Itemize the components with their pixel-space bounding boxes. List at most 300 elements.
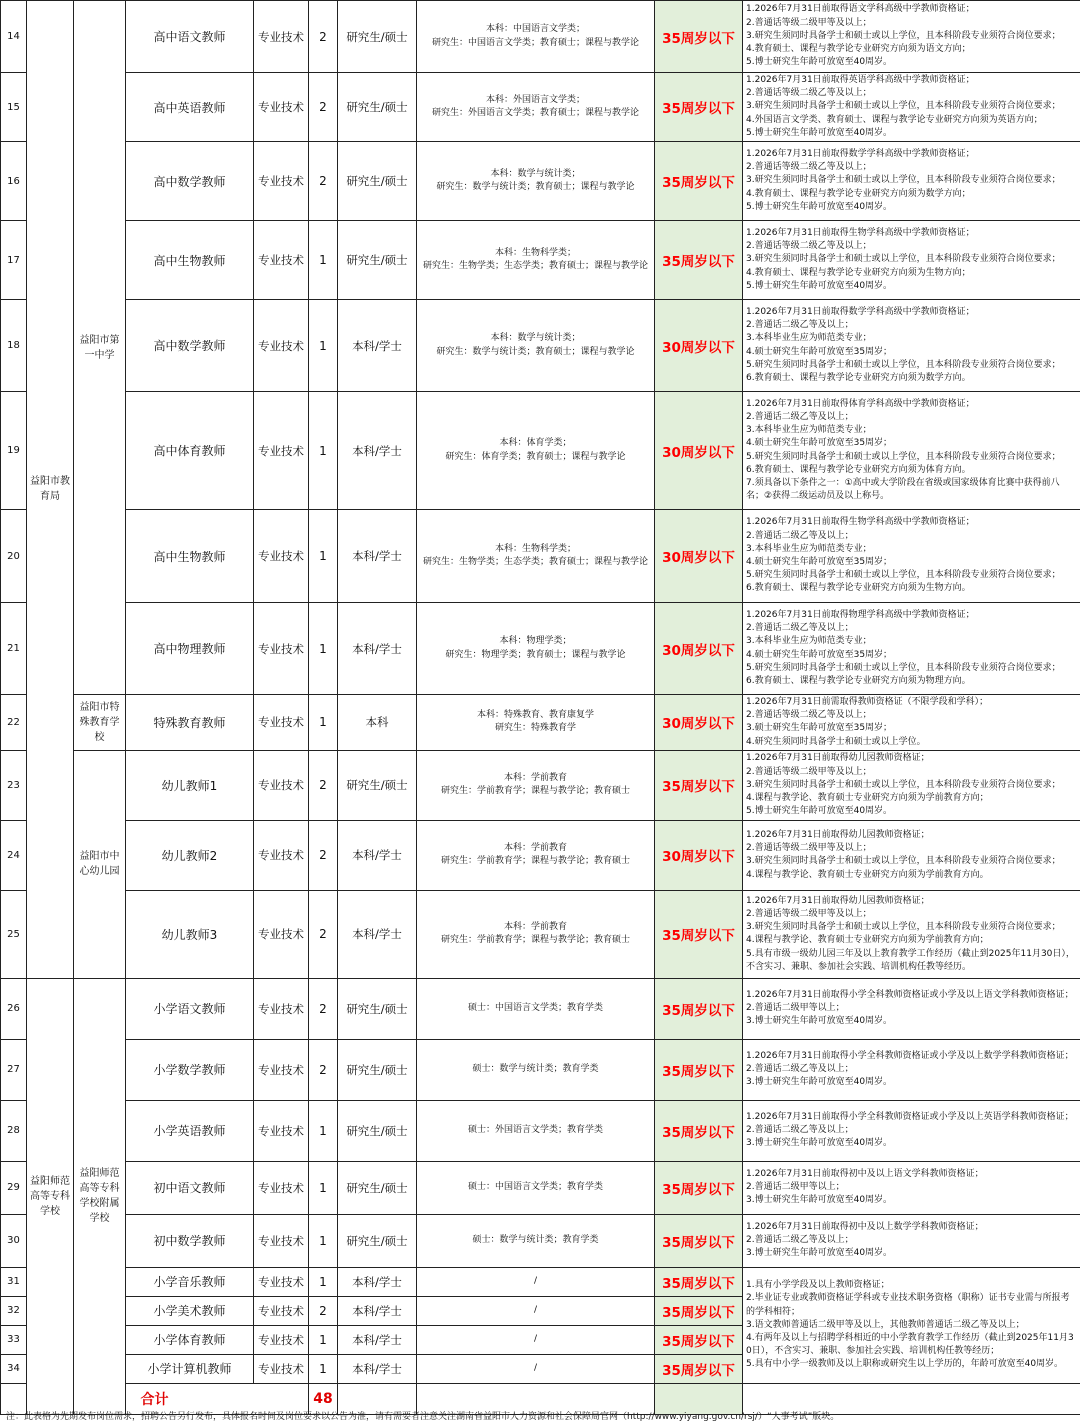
- row-number: 27: [1, 1039, 27, 1100]
- school-cell: 益阳市第一中学: [74, 1, 126, 695]
- requirement-line: 2.普通话等级二级甲等及以上；: [746, 908, 872, 919]
- age-limit: 35周岁以下: [655, 890, 743, 978]
- position-category: 专业技术: [254, 695, 309, 751]
- major-line: 本科：数学与统计类；: [490, 333, 581, 344]
- requirement-line: 2.毕业证专业或教师资格证学科或专业技术职务资格（职称）证书专业需与所报考的学科相符；: [746, 1293, 1070, 1317]
- requirement-line: 2.普通话等级二级乙等及以上；: [746, 162, 872, 173]
- education-level: 研究生/硕士: [338, 1, 417, 73]
- major-line: /: [533, 1363, 538, 1374]
- major-line: 研究生：生物学类；生态学类；教育硕士；课程与教学论: [422, 261, 648, 272]
- major-requirements: [417, 820, 655, 890]
- requirement-line: 5.研究生须同时具备学士和硕士或以上学位，且本科阶段专业须符合岗位要求；: [746, 359, 1061, 370]
- requirement-line: 2.普通话二级甲等以上；: [746, 1182, 845, 1193]
- hiring-count: 1: [309, 1214, 338, 1267]
- age-limit: 35周岁以下: [655, 1214, 743, 1267]
- position-category: 专业技术: [254, 1325, 309, 1354]
- requirement-line: 3.本科毕业生应为师范类专业；: [746, 636, 872, 647]
- row-number: 22: [1, 695, 27, 751]
- table-row: [1, 392, 1080, 510]
- position-category: 专业技术: [254, 73, 309, 142]
- other-requirements: [743, 1267, 1080, 1383]
- requirement-line: 3.语文教师普通话二级甲等及以上，其他教师普通话二级乙等及以上；: [746, 1319, 1025, 1330]
- requirement-line: 4.教育硕士、课程与教学论专业研究方向须为生物方向；: [746, 267, 971, 278]
- requirement-line: 1.2026年7月31日前取得幼儿园教师资格证；: [746, 895, 930, 906]
- table-row: [1, 750, 1080, 820]
- major-requirements: [417, 1, 655, 73]
- requirement-line: 5.博士研究生年龄可放宽至40周岁。: [746, 280, 893, 291]
- education-level: 本科/学士: [338, 392, 417, 510]
- age-limit: 35周岁以下: [655, 1296, 743, 1325]
- position-name: 高中数学教师: [126, 142, 254, 221]
- requirement-line: 1.2026年7月31日前取得幼儿园教师资格证；: [746, 753, 930, 764]
- requirement-line: 3.研究生须同时具备学士和硕士或以上学位，且本科阶段专业须符合岗位要求；: [746, 30, 1061, 41]
- row-number: 23: [1, 750, 27, 820]
- other-requirements: [743, 1, 1080, 73]
- requirement-line: 5.博士研究生年龄可放宽至40周岁。: [746, 127, 893, 138]
- row-number: 30: [1, 1214, 27, 1267]
- hiring-count: 2: [309, 978, 338, 1039]
- major-requirements: [417, 603, 655, 695]
- major-line: 硕士：中国语言文学类；教育学类: [467, 1182, 603, 1193]
- position-name: 小学美术教师: [126, 1296, 254, 1325]
- position-category: 专业技术: [254, 1296, 309, 1325]
- age-limit: 30周岁以下: [655, 300, 743, 392]
- other-requirements: [743, 1039, 1080, 1100]
- major-requirements: [417, 1296, 655, 1325]
- age-limit: 30周岁以下: [655, 820, 743, 890]
- major-requirements: [417, 1325, 655, 1354]
- major-requirements: [417, 978, 655, 1039]
- other-requirements: [743, 221, 1080, 300]
- requirement-line: 3.博士研究生年龄可放宽至40周岁。: [746, 1138, 893, 1149]
- education-level: 研究生/硕士: [338, 73, 417, 142]
- hiring-count: 2: [309, 750, 338, 820]
- requirement-line: 3.博士研究生年龄可放宽至40周岁。: [746, 1195, 893, 1206]
- major-line: 硕士：外国语言文学类；教育学类: [467, 1125, 603, 1136]
- requirement-line: 1.2026年7月31日前取得小学全科教师资格证或小学及以上语文学科教师资格证；: [746, 990, 1074, 1001]
- row-number: 33: [1, 1325, 27, 1354]
- requirement-line: 1.2026年7月31日前取得物理学科高级中学教师资格证；: [746, 609, 975, 620]
- other-requirements: [743, 1214, 1080, 1267]
- requirement-line: 1.2026年7月31日前取得英语学科高级中学教师资格证；: [746, 75, 975, 85]
- requirement-line: 4.课程与教学论、教育硕士专业研究方向须为学前教育方向。: [746, 869, 989, 880]
- table-row: [1, 1039, 1080, 1100]
- requirement-line: 4.硕士研究生年龄可放宽至35周岁；: [746, 557, 893, 568]
- requirement-line: 4.硕士研究生年龄可放宽至35周岁；: [746, 649, 893, 660]
- position-category: 专业技术: [254, 221, 309, 300]
- hiring-count: 1: [309, 221, 338, 300]
- major-requirements: [417, 1267, 655, 1296]
- row-number: 29: [1, 1161, 27, 1214]
- age-limit: 35周岁以下: [655, 1, 743, 73]
- requirement-line: 5.具有市级一级幼儿园三年及以上教育教学工作经历（截止到2025年11月30日），不含实习、兼职、参加社会实践、培训机构任教等经历。: [746, 948, 1075, 972]
- table-row: [1, 1214, 1080, 1267]
- major-line: /: [533, 1276, 538, 1287]
- table-row: [1, 978, 1080, 1039]
- position-name: 幼儿教师1: [126, 750, 254, 820]
- requirement-line: 6.教育硕士、课程与教学论专业研究方向须为物理方向。: [746, 675, 971, 686]
- hiring-count: 2: [309, 1039, 338, 1100]
- position-name: 高中体育教师: [126, 392, 254, 510]
- requirement-line: 2.普通话二级乙等及以上；: [746, 623, 854, 634]
- position-category: 专业技术: [254, 1354, 309, 1383]
- hiring-count: 1: [309, 695, 338, 751]
- requirement-line: 2.普通话等级二级乙等及以上；: [746, 710, 872, 721]
- major-line: 研究生：外国语言文学类；教育硕士；课程与教学论: [431, 108, 639, 118]
- other-requirements: [743, 820, 1080, 890]
- row-number: 31: [1, 1267, 27, 1296]
- requirement-line: 2.普通话二级乙等及以上；: [746, 320, 854, 331]
- position-name: 初中语文教师: [126, 1161, 254, 1214]
- major-line: 研究生：物理学类；教育硕士；课程与教学论: [445, 649, 626, 660]
- education-level: 本科/学士: [338, 1325, 417, 1354]
- major-line: 本科：体育学类；: [499, 438, 572, 449]
- requirement-line: 1.2026年7月31日前取得体育学科高级中学教师资格证；: [746, 398, 975, 409]
- requirement-line: 2.普通话二级乙等及以上；: [746, 1235, 854, 1246]
- footnote: 注：此表格为先期发布岗位需求，招聘公告另行发布，具体报名时间及岗位要求以公告为准，请有需要者注意关注湖南省益阳市人力资源和社会保障局官网（http://www.yiyang.gov.cn/rsj/）“人事考试”版块。: [6, 1412, 840, 1422]
- table-row: [1, 510, 1080, 603]
- hiring-count: 2: [309, 73, 338, 142]
- row-number: 14: [1, 1, 27, 73]
- position-name: 幼儿教师3: [126, 890, 254, 978]
- education-level: 研究生/硕士: [338, 750, 417, 820]
- table-row: [1, 695, 1080, 751]
- requirement-line: 3.研究生须同时具备学士和硕士或以上学位，且本科阶段专业须符合岗位要求；: [746, 922, 1061, 933]
- hiring-count: 1: [309, 603, 338, 695]
- requirement-line: 1.2026年7月31日前需取得教师资格证（不限学段和学科）；: [746, 697, 989, 708]
- requirement-line: 1.2026年7月31日前取得语文学科高级中学教师资格证；: [746, 4, 975, 15]
- hiring-count: 1: [309, 392, 338, 510]
- major-line: 硕士：数学与统计类；教育学类: [472, 1235, 599, 1246]
- requirement-line: 1.2026年7月31日前取得小学全科教师资格证或小学及以上英语学科教师资格证；: [746, 1112, 1074, 1123]
- requirement-line: 4.硕士研究生年龄可放宽至35周岁；: [746, 438, 893, 449]
- other-requirements: [743, 510, 1080, 603]
- position-name: 小学语文教师: [126, 978, 254, 1039]
- table-row: [1, 603, 1080, 695]
- row-number: 19: [1, 392, 27, 510]
- major-line: 本科：生物科学类；: [494, 247, 576, 258]
- requirement-line: 3.研究生须同时具备学士和硕士或以上学位，且本科阶段专业须符合岗位要求；: [746, 254, 1061, 265]
- position-name: 小学体育教师: [126, 1325, 254, 1354]
- major-requirements: [417, 510, 655, 603]
- education-level: 本科/学士: [338, 510, 417, 603]
- position-category: 专业技术: [254, 1100, 309, 1161]
- age-limit: 35周岁以下: [655, 1267, 743, 1296]
- position-category: 专业技术: [254, 300, 309, 392]
- age-limit: 35周岁以下: [655, 142, 743, 221]
- requirement-line: 1.2026年7月31日前取得初中及以上语文学科教师资格证；: [746, 1169, 984, 1180]
- row-number: 24: [1, 820, 27, 890]
- requirement-line: 5.具有中小学一级教师及以上职称或研究生以上学历的，年龄可放宽至40周岁。: [746, 1359, 1064, 1370]
- position-name: 特殊教育教师: [126, 695, 254, 751]
- major-requirements: [417, 1100, 655, 1161]
- row-number: 28: [1, 1100, 27, 1161]
- position-category: 专业技术: [254, 510, 309, 603]
- major-line: 研究生：学前教育学；课程与教学论；教育硕士: [440, 935, 630, 946]
- requirement-line: 6.教育硕士、课程与教学论专业研究方向须为体育方向。: [746, 464, 971, 475]
- major-line: 本科：学前教育: [503, 921, 567, 932]
- requirement-line: 2.普通话二级甲等以上；: [746, 1003, 845, 1014]
- requirement-line: 7.须具备以下条件之一：①高中或大学阶段在省级或国家级体育比赛中获得前八名；②获得二级运动员及以上称号。: [746, 477, 1060, 502]
- position-name: 高中语文教师: [126, 1, 254, 73]
- age-limit: 35周岁以下: [655, 1100, 743, 1161]
- major-requirements: [417, 142, 655, 221]
- position-name: 高中生物教师: [126, 221, 254, 300]
- position-category: 专业技术: [254, 750, 309, 820]
- requirement-line: 3.硕士研究生年龄可放宽至35周岁；: [746, 723, 893, 734]
- major-requirements: [417, 695, 655, 751]
- table-row: [1, 1, 1080, 73]
- age-limit: 35周岁以下: [655, 1161, 743, 1214]
- table-row: [1, 1161, 1080, 1214]
- major-line: 研究生：学前教育学；课程与教学论；教育硕士: [440, 786, 630, 797]
- total-label: 合计: [1, 1383, 309, 1414]
- education-level: 本科/学士: [338, 300, 417, 392]
- age-limit: 35周岁以下: [655, 978, 743, 1039]
- major-line: 研究生：中国语言文学类；教育硕士；课程与教学论: [431, 37, 639, 48]
- major-line: 本科：学前教育: [503, 842, 567, 853]
- other-requirements: [743, 695, 1080, 751]
- requirement-line: 1.2026年7月31日前取得生物学科高级中学教师资格证；: [746, 228, 975, 238]
- requirement-line: 3.研究生须同时具备学士和硕士或以上学位，且本科阶段专业须符合岗位要求；: [746, 101, 1061, 112]
- position-name: 高中英语教师: [126, 73, 254, 142]
- education-level: 本科/学士: [338, 1296, 417, 1325]
- requirement-line: 1.2026年7月31日前取得幼儿园教师资格证；: [746, 829, 930, 840]
- table-row: [1, 1267, 1080, 1296]
- other-requirements: [743, 603, 1080, 695]
- requirement-line: 1.2026年7月31日前取得数学学科高级中学教师资格证；: [746, 306, 975, 317]
- table-row: [1, 820, 1080, 890]
- table-row: [1, 221, 1080, 300]
- requirement-line: 5.研究生须同时具备学士和硕士或以上学位，且本科阶段专业须符合岗位要求；: [746, 570, 1061, 581]
- row-number: 34: [1, 1354, 27, 1383]
- hiring-count: 2: [309, 1, 338, 73]
- requirement-line: 2.普通话等级二级甲等及以上；: [746, 843, 872, 854]
- age-limit: 35周岁以下: [655, 1354, 743, 1383]
- education-level: 本科/学士: [338, 820, 417, 890]
- education-level: 本科/学士: [338, 1354, 417, 1383]
- requirement-line: 4.课程与教学论、教育硕士专业研究方向须为学前教育方向；: [746, 792, 989, 803]
- major-line: 本科：特殊教育、教育康复学: [476, 709, 594, 720]
- major-line: 研究生：数学与统计类；教育硕士；课程与教学论: [436, 182, 635, 193]
- hiring-count: 1: [309, 1267, 338, 1296]
- hiring-count: 2: [309, 142, 338, 221]
- requirement-line: 4.课程与教学论、教育硕士专业研究方向须为学前教育方向；: [746, 935, 989, 946]
- education-level: 本科/学士: [338, 890, 417, 978]
- major-line: /: [533, 1305, 538, 1316]
- requirement-line: 3.博士研究生年龄可放宽至40周岁。: [746, 1248, 893, 1259]
- major-line: 研究生：学前教育学；课程与教学论；教育硕士: [440, 856, 630, 867]
- requirement-line: 2.普通话二级乙等及以上；: [746, 1064, 854, 1075]
- position-category: 专业技术: [254, 603, 309, 695]
- position-category: 专业技术: [254, 978, 309, 1039]
- age-limit: 35周岁以下: [655, 1039, 743, 1100]
- major-requirements: [417, 73, 655, 142]
- requirement-line: 2.普通话等级二级甲等及以上；: [746, 766, 872, 777]
- school-cell: 益阳市中心幼儿园: [74, 750, 126, 978]
- position-category: 专业技术: [254, 820, 309, 890]
- requirement-line: 4.教育硕士、课程与教学论专业研究方向须为语文方向；: [746, 44, 971, 55]
- major-line: 本科：物理学类；: [499, 636, 572, 647]
- age-limit: 30周岁以下: [655, 695, 743, 751]
- education-level: 本科/学士: [338, 1267, 417, 1296]
- row-number: 18: [1, 300, 27, 392]
- other-requirements: [743, 1161, 1080, 1214]
- education-level: 研究生/硕士: [338, 1100, 417, 1161]
- hiring-count: 1: [309, 1354, 338, 1383]
- requirement-line: 3.本科毕业生应为师范类专业；: [746, 543, 872, 554]
- hiring-count: 1: [309, 1325, 338, 1354]
- major-requirements: [417, 1039, 655, 1100]
- requirement-line: 2.普通话等级二级乙等及以上；: [746, 88, 872, 99]
- position-name: 幼儿教师2: [126, 820, 254, 890]
- age-limit: 35周岁以下: [655, 73, 743, 142]
- requirement-line: 4.研究生须同时具备学士和硕士或以上学位。: [746, 736, 926, 747]
- requirement-line: 2.普通话二级乙等及以上；: [746, 411, 854, 422]
- major-requirements: [417, 1354, 655, 1383]
- position-name: 小学英语教师: [126, 1100, 254, 1161]
- hiring-count: 1: [309, 1100, 338, 1161]
- row-number: 26: [1, 978, 27, 1039]
- major-requirements: [417, 890, 655, 978]
- age-limit: 35周岁以下: [655, 750, 743, 820]
- major-line: 研究生：体育学类；教育硕士；课程与教学论: [445, 451, 626, 462]
- major-line: 本科：生物科学类；: [494, 543, 576, 554]
- requirement-line: 4.外国语言文学类、教育硕士、课程与教学论专业研究方向须为英语方向；: [746, 114, 1043, 125]
- requirement-line: 4.有两年及以上与招聘学科相近的中小学教育教学工作经历（截止到2025年11月30日），不含实习、兼职、参加社会实践、培训机构任教等经历；: [746, 1332, 1074, 1357]
- position-category: 专业技术: [254, 142, 309, 221]
- requirement-line: 4.硕士研究生年龄可放宽至35周岁；: [746, 346, 893, 357]
- requirement-line: 2.普通话等级二级乙等及以上；: [746, 241, 872, 252]
- department-cell: 益阳师范高等专科学校: [27, 978, 74, 1414]
- education-level: 研究生/硕士: [338, 1214, 417, 1267]
- row-number: 25: [1, 890, 27, 978]
- position-name: 初中数学教师: [126, 1214, 254, 1267]
- other-requirements: [743, 392, 1080, 510]
- hiring-count: 1: [309, 300, 338, 392]
- requirement-line: 5.博士研究生年龄可放宽至40周岁。: [746, 806, 893, 817]
- row-number: 15: [1, 73, 27, 142]
- education-level: 研究生/硕士: [338, 221, 417, 300]
- school-cell: 益阳师范高等专科学校附属学校: [74, 978, 126, 1414]
- major-line: /: [533, 1334, 538, 1345]
- requirement-line: 3.博士研究生年龄可放宽至40周岁。: [746, 1016, 893, 1027]
- requirement-line: 3.研究生须同时具备学士和硕士或以上学位，且本科阶段专业须符合岗位要求；: [746, 856, 1061, 867]
- major-line: 研究生：数学与统计类；教育硕士；课程与教学论: [436, 346, 635, 357]
- hiring-count: 2: [309, 820, 338, 890]
- position-name: 高中生物教师: [126, 510, 254, 603]
- table-row: [1, 890, 1080, 978]
- other-requirements: [743, 73, 1080, 142]
- requirement-line: 1.2026年7月31日前取得生物学科高级中学教师资格证；: [746, 517, 975, 528]
- requirement-line: 1.2026年7月31日前取得初中及以上数学学科教师资格证；: [746, 1222, 984, 1233]
- other-requirements: [743, 1100, 1080, 1161]
- row-number: 20: [1, 510, 27, 603]
- position-category: 专业技术: [254, 890, 309, 978]
- row-number: 21: [1, 603, 27, 695]
- requirement-line: 5.博士研究生年龄可放宽至40周岁。: [746, 57, 893, 68]
- requirement-line: 2.普通话二级乙等及以上；: [746, 1125, 854, 1136]
- requirement-line: 6.教育硕士、课程与教学论专业研究方向须为生物方向。: [746, 583, 971, 594]
- requirement-line: 1.2026年7月31日前取得小学全科教师资格证或小学及以上数学学科教师资格证；: [746, 1051, 1074, 1062]
- requirement-line: 5.研究生须同时具备学士和硕士或以上学位，且本科阶段专业须符合岗位要求；: [746, 451, 1061, 462]
- table-row: [1, 1100, 1080, 1161]
- major-requirements: [417, 1161, 655, 1214]
- school-cell: 益阳市特殊教育学校: [74, 695, 126, 751]
- age-limit: 35周岁以下: [655, 221, 743, 300]
- requirement-line: 4.教育硕士、课程与教学论专业研究方向须为数学方向；: [746, 188, 971, 199]
- total-count: 48: [309, 1383, 338, 1414]
- hiring-count: 2: [309, 890, 338, 978]
- requirement-line: 1.具有小学学段及以上教师资格证；: [746, 1280, 890, 1291]
- age-limit: 35周岁以下: [655, 1325, 743, 1354]
- major-requirements: [417, 300, 655, 392]
- department-cell: 益阳市教育局: [27, 1, 74, 979]
- position-name: 高中数学教师: [126, 300, 254, 392]
- hiring-count: 1: [309, 1161, 338, 1214]
- position-category: 专业技术: [254, 1, 309, 73]
- requirement-line: 3.博士研究生年龄可放宽至40周岁。: [746, 1077, 893, 1088]
- table-row: [1, 73, 1080, 142]
- position-category: 专业技术: [254, 1214, 309, 1267]
- education-level: 研究生/硕士: [338, 978, 417, 1039]
- requirement-line: 5.研究生须同时具备学士和硕士或以上学位，且本科阶段专业须符合岗位要求；: [746, 662, 1061, 673]
- age-limit: 30周岁以下: [655, 603, 743, 695]
- hiring-count: 2: [309, 1296, 338, 1325]
- education-level: 本科: [338, 695, 417, 751]
- education-level: 研究生/硕士: [338, 1039, 417, 1100]
- hiring-count: 1: [309, 510, 338, 603]
- position-category: 专业技术: [254, 1039, 309, 1100]
- requirement-line: 5.博士研究生年龄可放宽至40周岁。: [746, 201, 893, 212]
- row-number: 17: [1, 221, 27, 300]
- position-category: 专业技术: [254, 392, 309, 510]
- position-name: 小学音乐教师: [126, 1267, 254, 1296]
- education-level: 研究生/硕士: [338, 142, 417, 221]
- age-limit: 30周岁以下: [655, 392, 743, 510]
- other-requirements: [743, 750, 1080, 820]
- other-requirements: [743, 890, 1080, 978]
- other-requirements: [743, 142, 1080, 221]
- position-name: 高中物理教师: [126, 603, 254, 695]
- major-requirements: [417, 392, 655, 510]
- requirement-line: 6.教育硕士、课程与教学论专业研究方向须为数学方向。: [746, 372, 971, 383]
- education-level: 研究生/硕士: [338, 1161, 417, 1214]
- major-line: 硕士：数学与统计类；教育学类: [472, 1064, 599, 1075]
- position-category: 专业技术: [254, 1267, 309, 1296]
- requirement-line: 3.研究生须同时具备学士和硕士或以上学位，且本科阶段专业须符合岗位要求；: [746, 779, 1061, 790]
- education-level: 本科/学士: [338, 603, 417, 695]
- age-limit: 30周岁以下: [655, 510, 743, 603]
- major-line: 本科：外国语言文学类；: [485, 94, 585, 105]
- position-category: 专业技术: [254, 1161, 309, 1214]
- position-name: 小学计算机教师: [126, 1354, 254, 1383]
- requirement-line: 3.研究生须同时具备学士和硕士或以上学位，且本科阶段专业须符合岗位要求；: [746, 175, 1061, 186]
- requirement-line: 1.2026年7月31日前取得数学学科高级中学教师资格证；: [746, 149, 975, 159]
- table-row: [1, 300, 1080, 392]
- major-line: 硕士：中国语言文学类；教育学类: [467, 1003, 603, 1014]
- requirement-line: 2.普通话等级二级甲等及以上；: [746, 17, 872, 28]
- other-requirements: [743, 300, 1080, 392]
- major-line: 研究生：生物学类；生态学类；教育硕士；课程与教学论: [422, 557, 648, 568]
- other-requirements: [743, 978, 1080, 1039]
- requirement-line: 2.普通话二级乙等及以上；: [746, 530, 854, 541]
- major-requirements: [417, 750, 655, 820]
- table-row: [1, 142, 1080, 221]
- major-requirements: [417, 221, 655, 300]
- row-number: 16: [1, 142, 27, 221]
- major-line: 本科：数学与统计类；: [490, 168, 581, 179]
